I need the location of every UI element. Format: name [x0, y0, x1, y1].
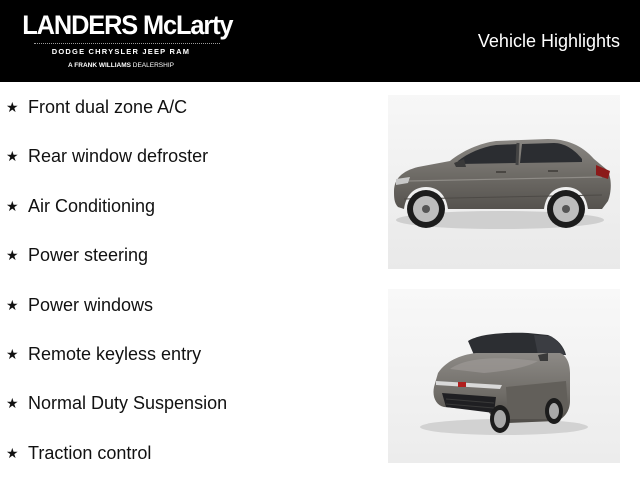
car-front-photo[interactable] — [388, 289, 620, 463]
logo-divider — [34, 43, 220, 44]
feature-label: Power steering — [28, 245, 149, 266]
star-icon: ★ — [6, 345, 19, 362]
star-icon: ★ — [6, 395, 19, 412]
feature-item — [6, 392, 376, 441]
feature-label: Air Conditioning — [28, 195, 156, 216]
feature-item — [6, 244, 376, 293]
logo-subtitle-bold: A FRANK WILLIAMS — [68, 62, 131, 69]
feature-item — [6, 145, 376, 194]
feature-label: Rear window defroster — [28, 146, 209, 167]
feature-label: Normal Duty Suspension — [28, 393, 228, 414]
logo-subtitle — [16, 61, 226, 70]
feature-item — [6, 195, 376, 244]
car-side-photo[interactable] — [388, 95, 620, 269]
feature-label: Traction control — [28, 442, 152, 463]
logo-wordmark: LANDERS McLarty — [22, 10, 233, 40]
dealer-logo[interactable] — [16, 10, 233, 74]
feature-item — [6, 294, 376, 343]
feature-label: Power windows — [28, 294, 154, 315]
page-title: Vehicle Highlights — [477, 31, 620, 51]
feature-label: Remote keyless entry — [28, 343, 202, 364]
feature-item — [6, 96, 376, 145]
feature-list — [6, 96, 376, 491]
car-front-illustration — [388, 289, 620, 463]
star-icon: ★ — [6, 197, 19, 214]
star-icon: ★ — [6, 444, 19, 461]
header-bar — [0, 0, 640, 82]
feature-item — [6, 442, 376, 491]
car-side-illustration — [388, 95, 620, 269]
logo-subtitle-rest: DEALERSHIP — [130, 62, 174, 69]
star-icon: ★ — [6, 148, 19, 165]
star-icon: ★ — [6, 296, 19, 313]
feature-item — [6, 343, 376, 392]
logo-brands: DODGE CHRYSLER JEEP RAM — [51, 47, 191, 56]
star-icon: ★ — [6, 247, 19, 264]
feature-label: Front dual zone A/C — [28, 97, 188, 117]
star-icon: ★ — [6, 99, 19, 115]
